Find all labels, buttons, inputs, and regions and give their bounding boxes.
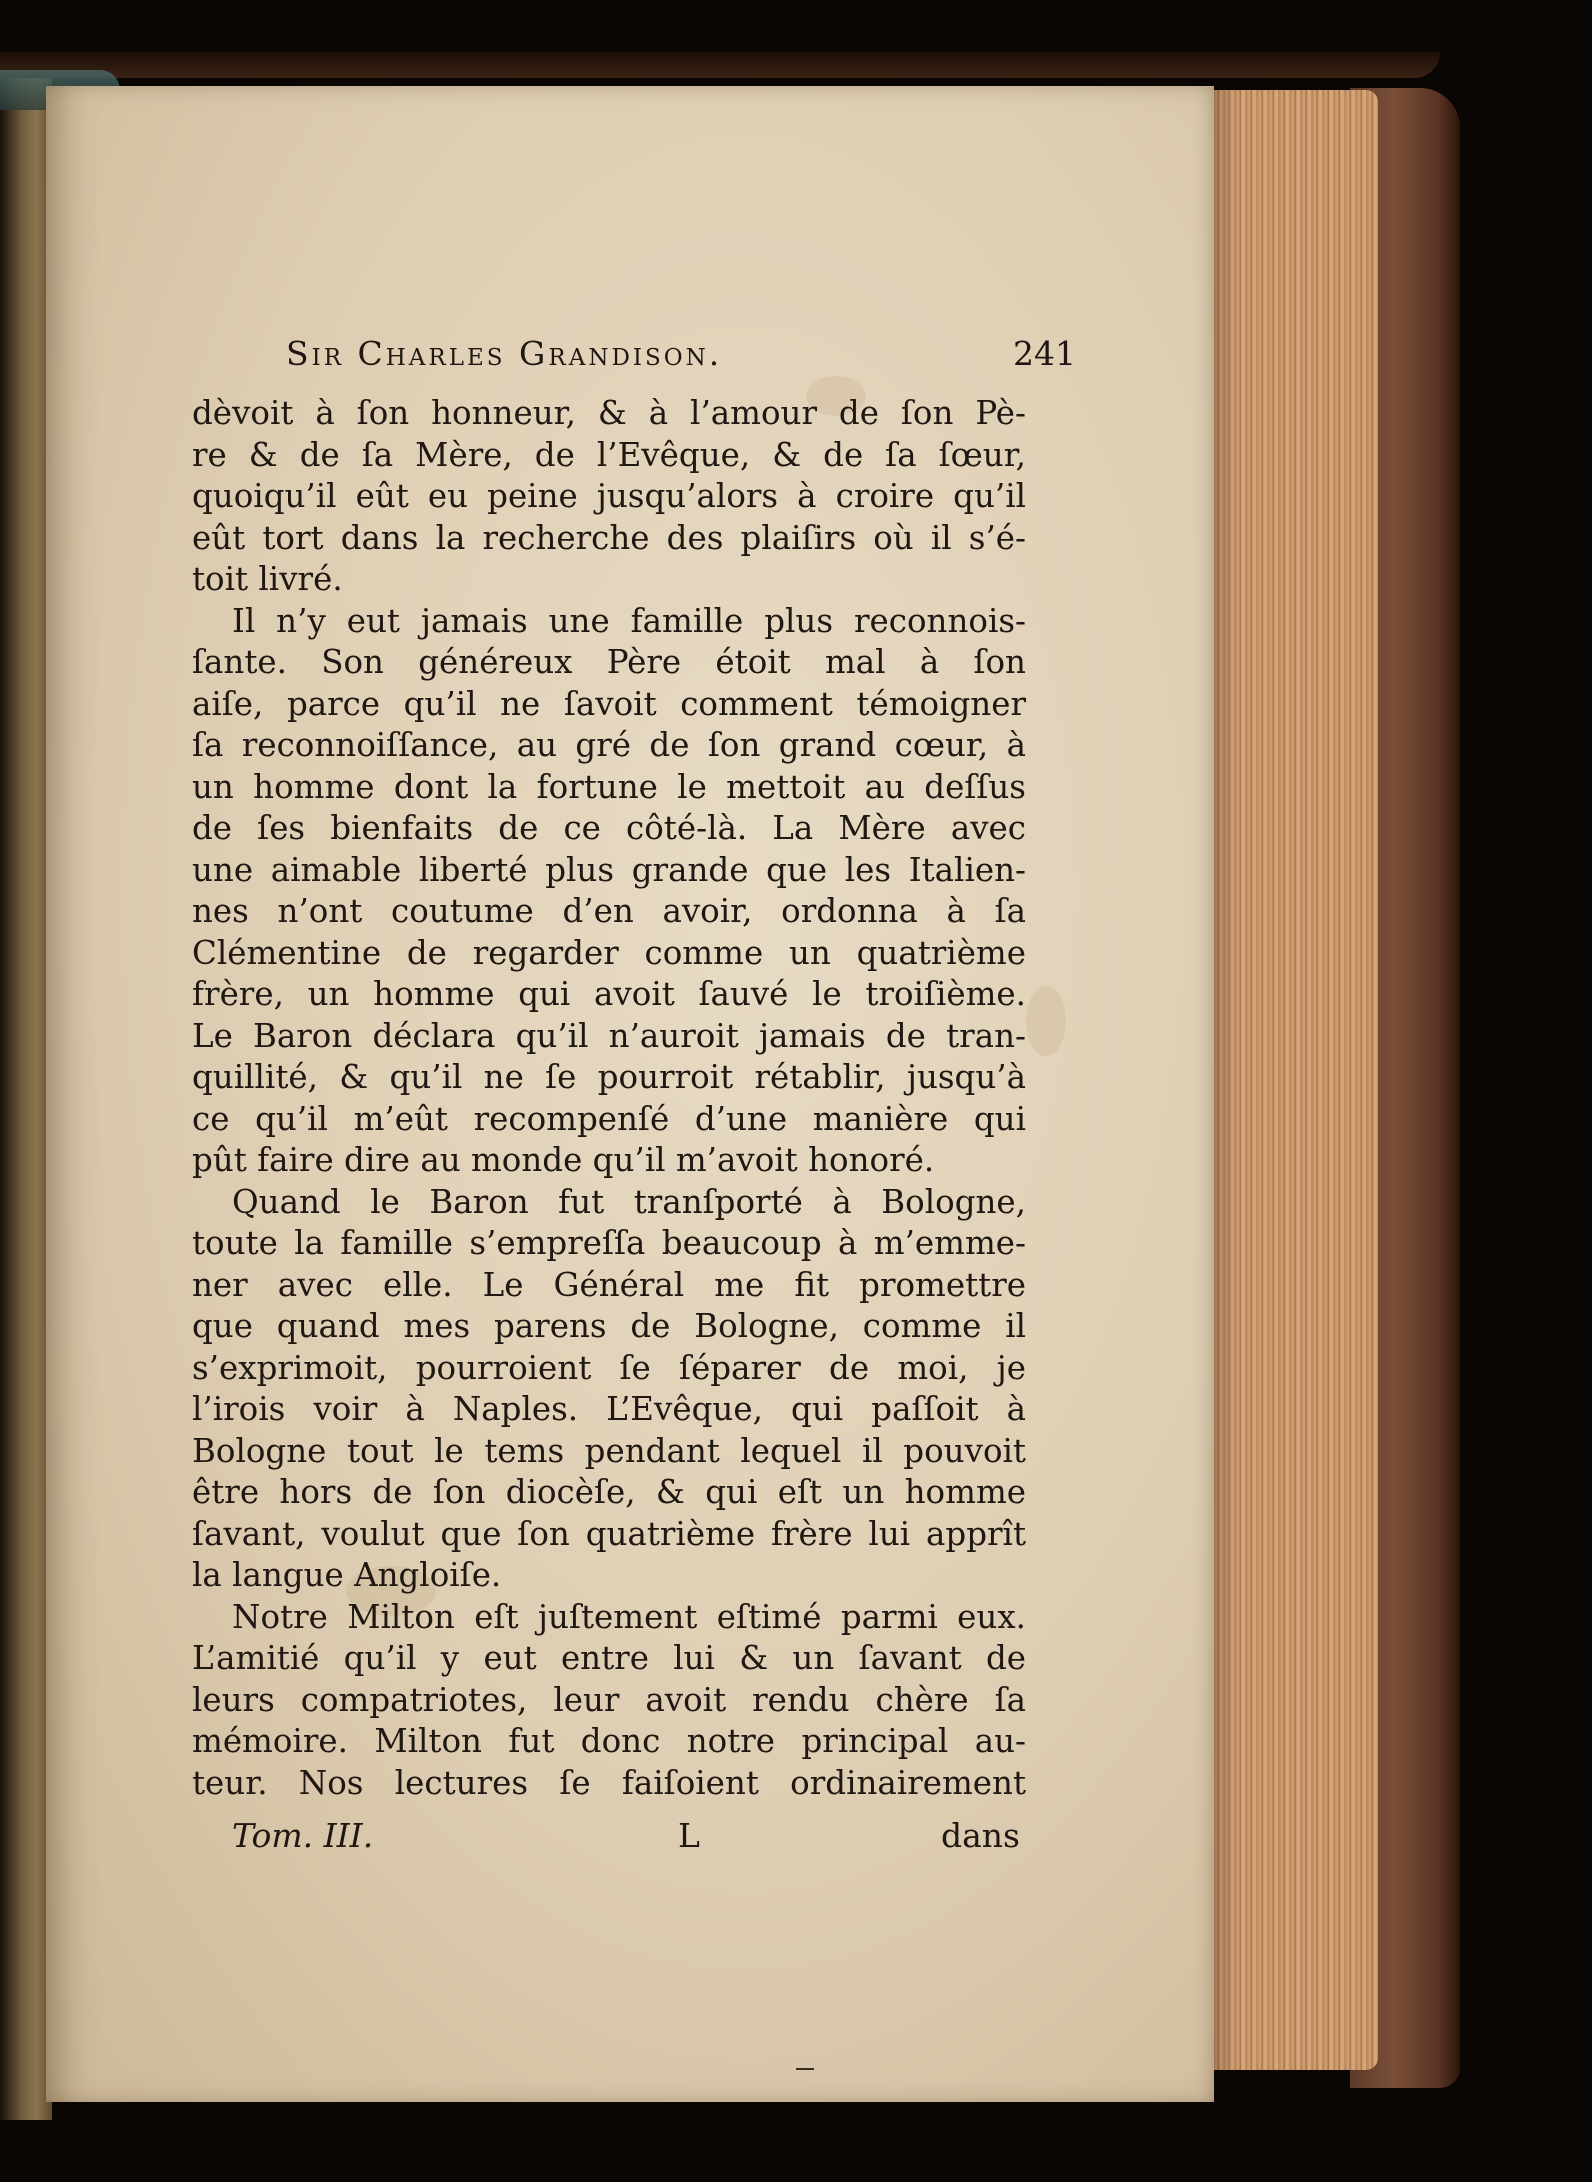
volume-mark: Tom. III. <box>232 1816 374 1855</box>
text-line: Il n’y eut jamais une famille plus reconnois- <box>232 601 1026 640</box>
text-line: aiſe, parce qu’il ne ſavoit comment témoigner <box>192 684 1026 723</box>
text-line: ce qu’il m’eût recompenſé d’une manière qui <box>192 1099 1026 1138</box>
text-line: l’irois voir à Naples. L’Evêque, qui paſſoit à <box>192 1390 1026 1428</box>
body-text <box>192 393 1026 1804</box>
text-line: teur. Nos lectures ſe faiſoient ordinairement <box>192 1763 1026 1802</box>
text-line: ſa reconnoiſſance, au gré de ſon grand cœur, à <box>192 726 1026 764</box>
text-line: de ſes bienfaits de ce côté-là. La Mère avec <box>192 809 1026 847</box>
text-line: Notre Milton eſt juſtement eſtimé parmi eux. <box>232 1597 1026 1636</box>
text-line: ner avec elle. Le Général me fit promettre <box>192 1265 1026 1304</box>
text-line: s’exprimoit, pourroient ſe ſéparer de moi, je <box>192 1348 1026 1387</box>
page-header <box>286 334 1076 380</box>
text-line: mémoire. Milton fut donc notre principal au- <box>192 1722 1026 1760</box>
text-line: dèvoit à ſon honneur, & à l’amour de ſon Pè- <box>192 394 1026 432</box>
text-line: eût tort dans la recherche des plaiſirs où il s’é- <box>192 518 1026 557</box>
foxing-spot <box>1026 986 1066 1056</box>
book-page <box>46 86 1214 2102</box>
text-line: pût faire dire au monde qu’il m’avoit honoré. <box>192 1141 935 1179</box>
signature-mark: L <box>678 1816 700 1855</box>
text-line: L’amitié qu’il y eut entre lui & un ſavant de <box>192 1639 1026 1677</box>
text-line: Clémentine de regarder comme un quatrième <box>192 933 1026 972</box>
text-line: ſavant, voulut que ſon quatrième frère lui apprît <box>192 1514 1026 1553</box>
text-line: quillité, & qu’il ne ſe pourroit rétablir, jusqu’à <box>192 1058 1026 1096</box>
text-line: ſante. Son généreux Père étoit mal à ſon <box>192 643 1026 681</box>
text-line: re & de ſa Mère, de l’Evêque, & de ſa ſœur, <box>192 435 1026 474</box>
text-line: que quand mes parens de Bologne, comme il <box>192 1307 1026 1345</box>
text-line: un homme dont la fortune le mettoit au deſſus <box>192 767 1026 806</box>
text-line: Le Baron déclara qu’il n’auroit jamais de tran- <box>192 1016 1026 1055</box>
catchword: dans <box>941 1816 1020 1855</box>
text-line: nes n’ont coutume d’en avoir, ordonna à ſa <box>192 892 1026 930</box>
text-line: quoiqu’il eût eu peine jusqu’alors à croire qu’il <box>192 477 1026 515</box>
text-line: Quand le Baron fut tranſporté à Bologne, <box>232 1182 1026 1221</box>
text-line: frère, un homme qui avoit ſauvé le troiſième. <box>192 975 1026 1013</box>
page-footer <box>232 1816 1020 1860</box>
previous-page-edge <box>0 60 52 2120</box>
text-line: toit livré. <box>192 560 343 598</box>
text-line: la langue Angloiſe. <box>192 1556 502 1594</box>
ink-mark <box>796 2068 814 2070</box>
text-line: toute la famille s’empreſſa beaucoup à m’emme- <box>192 1224 1026 1262</box>
text-line: Bologne tout le tems pendant lequel il pouvoit <box>192 1431 1026 1470</box>
page-number: 241 <box>1013 334 1076 373</box>
running-head: Sir Charles Grandison. <box>286 334 723 373</box>
book-cover-top <box>0 52 1440 78</box>
text-line: leurs compatriotes, leur avoit rendu chère ſa <box>192 1680 1026 1719</box>
text-line: une aimable liberté plus grande que les Italien- <box>192 850 1026 889</box>
text-line: être hors de ſon diocèſe, & qui eſt un homme <box>192 1473 1026 1511</box>
